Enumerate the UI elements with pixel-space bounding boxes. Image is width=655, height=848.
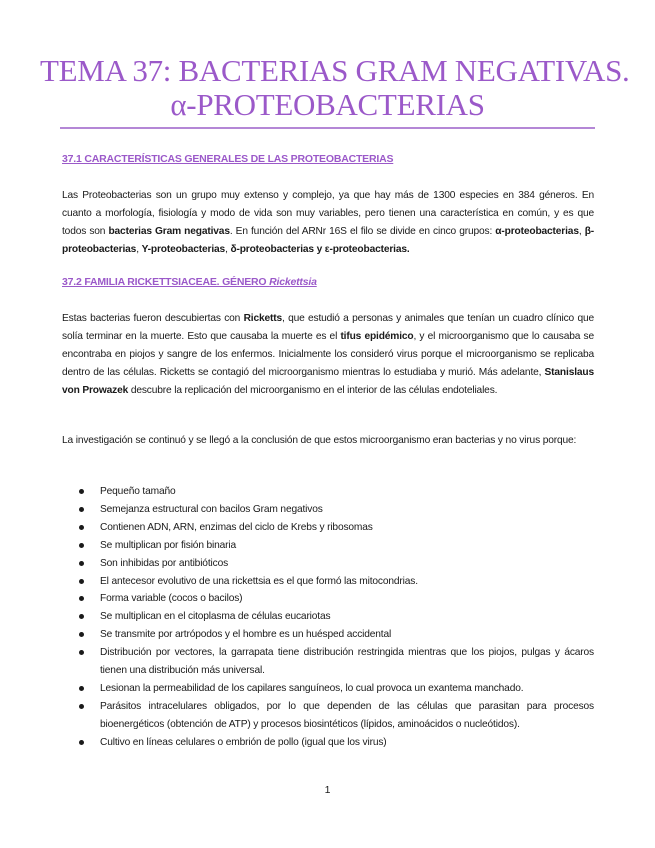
list-item: Cultivo en líneas celulares o embrión de pollo (igual que los virus) xyxy=(62,734,594,752)
bullet-icon xyxy=(79,579,84,584)
bullet-icon xyxy=(79,489,84,494)
bullet-icon xyxy=(79,632,84,637)
list-item: Parásitos intracelulares obligados, por lo que dependen de las células que parasitan para procesos bioenergéticos (obtención de ATP) y procesos biosintéticos (lípidos, aminoácidos o nucleótidos). xyxy=(62,698,594,734)
list-item: Se transmite por artrópodos y el hombre es un huésped accidental xyxy=(62,626,594,644)
list-item: Semejanza estructural con bacilos Gram negativos xyxy=(62,501,594,519)
list-item: Distribución por vectores, la garrapata tiene distribución restringida mientras que los piojos, pulgas y ácaros tienen una distribución más universal. xyxy=(62,644,594,680)
title-line-1: TEMA 37: BACTERIAS GRAM NEGATIVAS. xyxy=(40,53,630,88)
list-item: Se multiplican en el citoplasma de células eucariotas xyxy=(62,608,594,626)
list-item: Contienen ADN, ARN, enzimas del ciclo de Krebs y ribosomas xyxy=(62,519,594,537)
reasons-bullet-list xyxy=(62,483,594,752)
section-heading-1: 37.1 CARACTERÍSTICAS GENERALES DE LAS PROTEOBACTERIAS xyxy=(62,153,394,165)
list-item: Pequeño tamaño xyxy=(62,483,594,501)
bullet-icon xyxy=(79,740,84,745)
list-item: El antecesor evolutivo de una rickettsia es el que formó las mitocondrias. xyxy=(62,573,594,591)
list-item: Lesionan la permeabilidad de los capilares sanguíneos, lo cual provoca un exantema manchado. xyxy=(62,680,594,698)
section-heading-2: 37.2 FAMILIA RICKETTSIACEAE. GÉNERO Rickettsia xyxy=(62,276,317,288)
bullet-icon xyxy=(79,686,84,691)
title-divider xyxy=(60,127,595,129)
list-item: Son inhibidas por antibióticos xyxy=(62,555,594,573)
bullet-icon xyxy=(79,543,84,548)
page-title xyxy=(40,53,630,122)
bullet-icon xyxy=(79,704,84,709)
bullet-icon xyxy=(79,596,84,601)
section-2-paragraph-2: La investigación se continuó y se llegó a la conclusión de que estos microorganismo eran bacterias y no virus porque: xyxy=(62,435,577,446)
bullet-icon xyxy=(79,525,84,530)
title-line-2: α-PROTEOBACTERIAS xyxy=(170,87,485,122)
bullet-icon xyxy=(79,614,84,619)
list-item: Forma variable (cocos o bacilos) xyxy=(62,590,594,608)
page-number: 1 xyxy=(324,784,331,796)
section-1-paragraph: Las Proteobacterias son un grupo muy extenso y complejo, ya que hay más de 1300 especies en 384 géneros. En cuanto a morfología, fisiología y modo de vida son muy variables, pero tienen una característica en común, y es que todos son bacterias Gram negativas. En función del ARNr 16S el filo se divide en cinco grupos: α-proteobacterias, β-proteobacterias, Υ-proteobacterias, δ-proteobacterias y ε-proteobacterias. xyxy=(62,190,594,255)
bullet-icon xyxy=(79,561,84,566)
list-item: Se multiplican por fisión binaria xyxy=(62,537,594,555)
bullet-icon xyxy=(79,650,84,655)
bullet-icon xyxy=(79,507,84,512)
section-2-paragraph-1: Estas bacterias fueron descubiertas con Ricketts, que estudió a personas y animales que tenían un cuadro clínico que solía terminar en la muerte. Esto que causaba la muerte es el tifus epidémico, y el microorganismo que lo causaba se encontraba en piojos y sangre de los enfermos. Inicialmente los consideró virus porque el microorganismo se replicaba dentro de las células. Ricketts se contagió del microorganismo mientras lo estudiaba y murió. Más adelante, Stanislaus von Prowazek descubre la replicación del microorganismo en el interior de las células endoteliales. xyxy=(62,313,594,396)
